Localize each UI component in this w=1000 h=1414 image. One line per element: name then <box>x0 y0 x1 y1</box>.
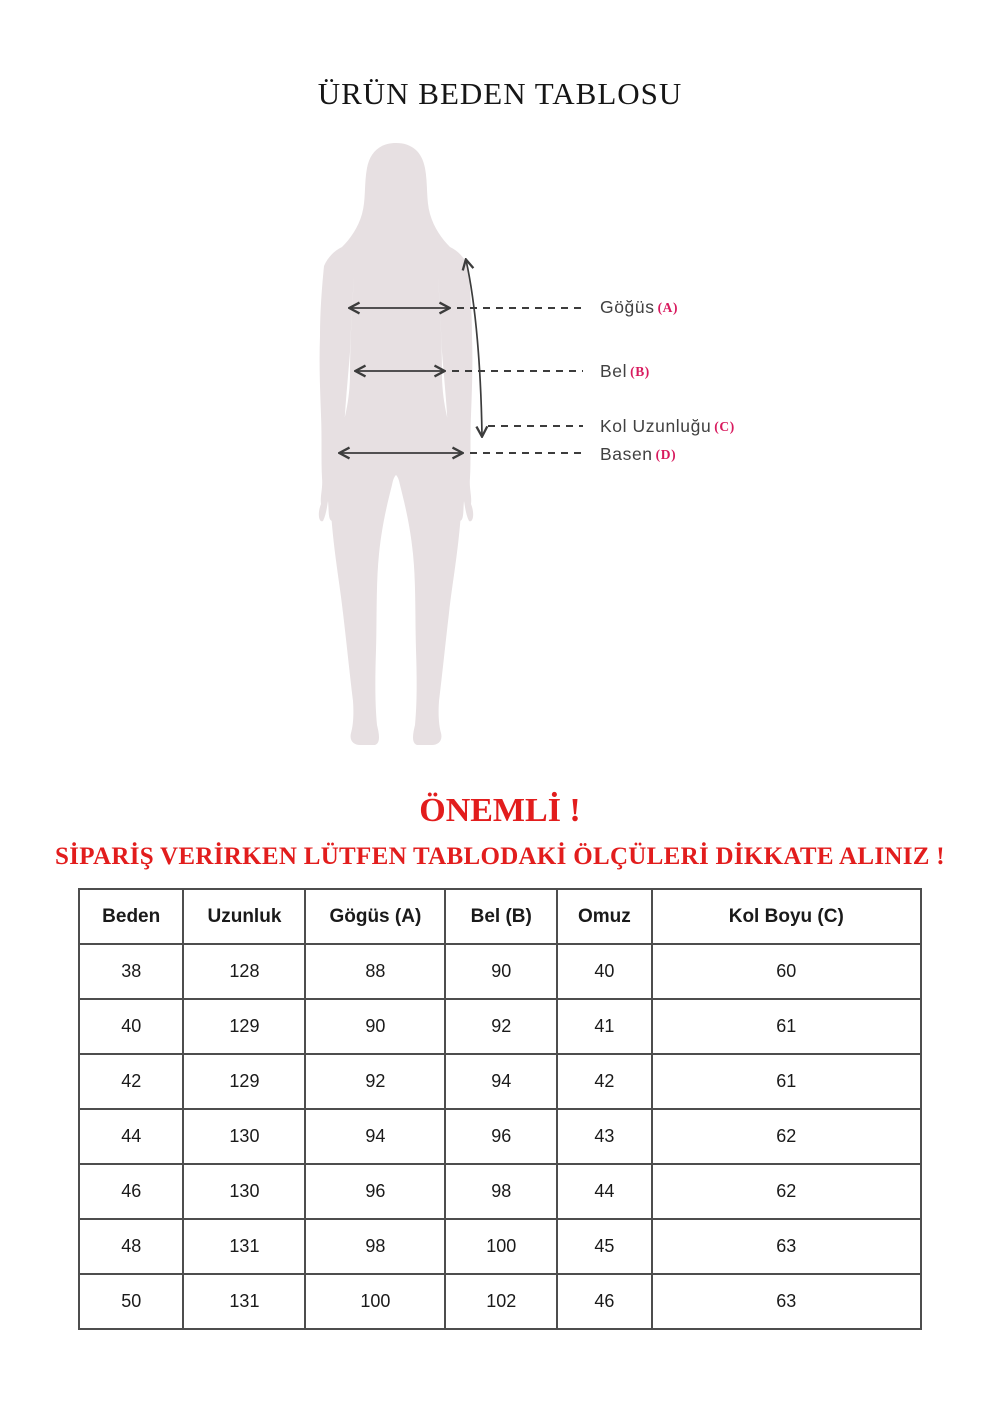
table-cell: 40 <box>557 944 651 999</box>
table-cell: 42 <box>557 1054 651 1109</box>
hip-label <box>600 442 676 466</box>
important-heading: ÖNEMLİ ! <box>419 792 581 829</box>
table-cell: 98 <box>305 1219 445 1274</box>
table-cell: 92 <box>445 999 557 1054</box>
body-measurement-diagram <box>280 130 600 760</box>
table-cell: 96 <box>305 1164 445 1219</box>
chest-label <box>600 295 678 319</box>
table-cell: 42 <box>79 1054 183 1109</box>
page-title: ÜRÜN BEDEN TABLOSU <box>317 76 683 111</box>
table-cell: 46 <box>557 1274 651 1329</box>
chest-label-text: Göğüs <box>600 297 655 317</box>
table-cell: 128 <box>183 944 305 999</box>
table-cell: 61 <box>652 999 921 1054</box>
size-table <box>78 888 922 1330</box>
table-cell: 61 <box>652 1054 921 1109</box>
table-cell: 63 <box>652 1274 921 1329</box>
column-header: Bel (B) <box>445 889 557 944</box>
waist-label-text: Bel <box>600 361 628 381</box>
female-body-silhouette <box>319 143 473 745</box>
table-cell: 130 <box>183 1164 305 1219</box>
table-cell: 45 <box>557 1219 651 1274</box>
column-header: Beden <box>79 889 183 944</box>
table-cell: 46 <box>79 1164 183 1219</box>
arm-length-label-letter: (C) <box>714 419 735 434</box>
table-cell: 131 <box>183 1219 305 1274</box>
table-row <box>79 1054 921 1109</box>
table-cell: 98 <box>445 1164 557 1219</box>
table-cell: 50 <box>79 1274 183 1329</box>
table-cell: 44 <box>557 1164 651 1219</box>
table-cell: 130 <box>183 1109 305 1164</box>
column-header: Omuz <box>557 889 651 944</box>
table-cell: 90 <box>445 944 557 999</box>
table-cell: 62 <box>652 1164 921 1219</box>
table-cell: 131 <box>183 1274 305 1329</box>
table-cell: 40 <box>79 999 183 1054</box>
table-cell: 129 <box>183 999 305 1054</box>
table-cell: 44 <box>79 1109 183 1164</box>
table-cell: 38 <box>79 944 183 999</box>
table-cell: 48 <box>79 1219 183 1274</box>
arm-length-label <box>600 414 735 438</box>
table-cell: 92 <box>305 1054 445 1109</box>
table-row <box>79 999 921 1054</box>
arm-length-label-text: Kol Uzunluğu <box>600 416 712 436</box>
table-row <box>79 1164 921 1219</box>
table-cell: 88 <box>305 944 445 999</box>
table-cell: 90 <box>305 999 445 1054</box>
table-cell: 129 <box>183 1054 305 1109</box>
chest-label-letter: (A) <box>657 300 679 315</box>
table-row <box>79 1219 921 1274</box>
table-cell: 60 <box>652 944 921 999</box>
size-table-body <box>79 944 921 1329</box>
table-cell: 41 <box>557 999 651 1054</box>
table-cell: 94 <box>305 1109 445 1164</box>
warning-text: SİPARİŞ VERİRKEN LÜTFEN TABLODAKİ ÖLÇÜLERİ DİKKATE ALINIZ ! <box>55 843 945 870</box>
table-row <box>79 1274 921 1329</box>
table-cell: 94 <box>445 1054 557 1109</box>
column-header: Kol Boyu (C) <box>652 889 921 944</box>
hip-label-letter: (D) <box>655 447 677 462</box>
column-header: Uzunluk <box>183 889 305 944</box>
table-cell: 62 <box>652 1109 921 1164</box>
table-cell: 100 <box>305 1274 445 1329</box>
hip-label-text: Basen <box>600 444 653 464</box>
table-cell: 100 <box>445 1219 557 1274</box>
column-header: Gögüs (A) <box>305 889 445 944</box>
table-row <box>79 1109 921 1164</box>
table-cell: 63 <box>652 1219 921 1274</box>
table-row <box>79 944 921 999</box>
table-cell: 43 <box>557 1109 651 1164</box>
waist-label-letter: (B) <box>630 364 650 379</box>
size-table-header-row <box>79 889 921 944</box>
table-cell: 102 <box>445 1274 557 1329</box>
table-cell: 96 <box>445 1109 557 1164</box>
waist-label <box>600 359 650 383</box>
